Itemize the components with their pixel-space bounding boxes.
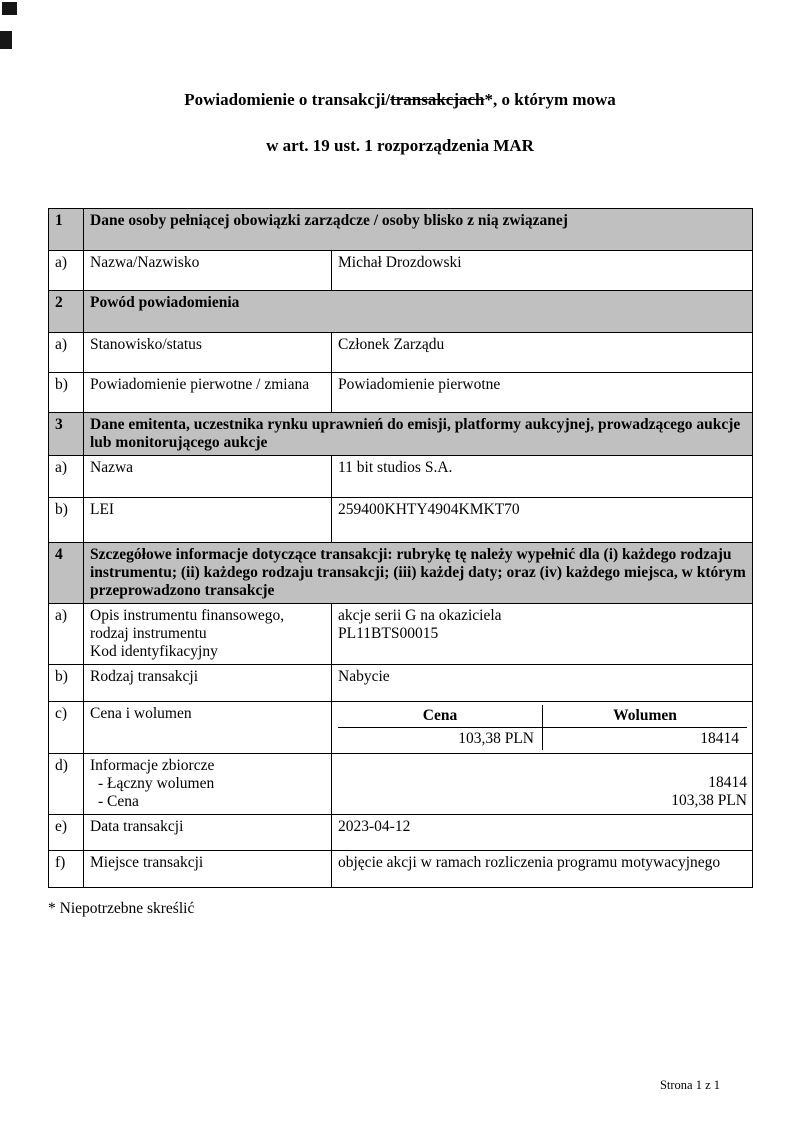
spacer <box>338 757 747 774</box>
section-number-cell: 3 <box>49 413 84 456</box>
section-heading-cell: Powód powiadomienia <box>84 291 753 333</box>
section-1-header <box>49 209 753 251</box>
volume-value: 18414 <box>700 729 739 747</box>
label-cell <box>84 754 332 815</box>
value-cell: 2023-04-12 <box>332 815 753 851</box>
row-number-cell: a) <box>49 455 84 497</box>
table-row <box>49 497 753 542</box>
title-line-1 <box>0 90 800 110</box>
title-struck-text: transakcjach <box>390 90 485 109</box>
section-4-header <box>49 542 753 603</box>
section-heading-cell: Dane emitenta, uczestnika rynku uprawnień do emisji, platformy aukcyjnej, prowadzącego aukcje lub monitorującego aukcje <box>84 413 753 456</box>
page-number: Strona 1 z 1 <box>659 1078 720 1092</box>
label-line: Kod identyfikacyjny <box>90 642 218 660</box>
row-number-cell: b) <box>49 373 84 413</box>
label-cell <box>84 603 332 664</box>
title-line-2: w art. 19 ust. 1 rozporządzenia MAR <box>266 136 534 156</box>
title-part-post: *, o którym mowa <box>484 90 616 109</box>
table-row <box>49 251 753 291</box>
table-row <box>49 701 753 753</box>
value-cell: Powiadomienie pierwotne <box>332 373 753 413</box>
label-cell: Powiadomienie pierwotne / zmiana <box>84 373 332 413</box>
value-cell: 259400KHTY4904KMKT70 <box>332 497 753 542</box>
value-line: akcje serii G na okaziciela <box>338 606 502 624</box>
label-cell: Rodzaj transakcji <box>84 664 332 701</box>
row-number-cell: a) <box>49 251 84 291</box>
row-number-cell: e) <box>49 815 84 851</box>
label-cell: Nazwa <box>84 455 332 497</box>
notification-table <box>48 208 753 888</box>
label-line: Informacje zbiorcze <box>90 757 215 775</box>
value-cell <box>332 754 753 815</box>
table-row <box>49 664 753 701</box>
label-cell: Cena i wolumen <box>84 701 332 753</box>
row-number-cell: c) <box>49 701 84 753</box>
table-row <box>49 851 753 888</box>
row-number-cell: a) <box>49 603 84 664</box>
scan-artifact <box>0 31 12 49</box>
section-number-cell: 1 <box>49 209 84 251</box>
label-cell: LEI <box>84 497 332 542</box>
price-value: 103,38 PLN <box>338 727 543 750</box>
value-line: PL11BTS00015 <box>338 624 439 642</box>
section-heading-cell: Szczegółowe informacje dotyczące transakcji: rubrykę tę należy wypełnić dla (i) każdego rodzaju instrumentu; (ii) każdego rodzaju transakcji; (iii) każdej daty; oraz (iv) każdego miejsca, w którym przeprowadzono transakcje <box>84 542 753 603</box>
section-2-header <box>49 291 753 333</box>
value-cell: Michał Drozdowski <box>332 251 753 291</box>
value-cell: 11 bit studios S.A. <box>332 455 753 497</box>
title-part-pre: Powiadomienie o transakcji/ <box>184 90 391 109</box>
aggregate-price-value: 103,38 PLN <box>671 792 747 810</box>
row-number-cell: f) <box>49 851 84 888</box>
scan-artifact <box>2 2 17 15</box>
price-volume-subtable <box>338 705 747 750</box>
table-row <box>49 455 753 497</box>
row-number-cell: d) <box>49 754 84 815</box>
label-line: Opis instrumentu finansowego, <box>90 606 285 624</box>
footnote: * Niepotrzebne skreślić <box>48 900 195 917</box>
subtable-header-row <box>338 705 747 727</box>
value-cell: Nabycie <box>332 664 753 701</box>
section-number-cell: 4 <box>49 542 84 603</box>
table-row <box>49 603 753 664</box>
section-number-cell: 2 <box>49 291 84 333</box>
subtable-value-row <box>338 727 747 750</box>
value-cell <box>332 603 753 664</box>
label-sub-item: - Łączny wolumen <box>98 775 215 793</box>
row-number-cell: b) <box>49 664 84 701</box>
row-number-cell: b) <box>49 497 84 542</box>
table-row <box>49 815 753 851</box>
aggregate-volume-value: 18414 <box>708 774 747 792</box>
label-cell: Stanowisko/status <box>84 333 332 373</box>
label-cell: Miejsce transakcji <box>84 851 332 888</box>
label-cell: Data transakcji <box>84 815 332 851</box>
label-sub-item: - Cena <box>98 793 139 811</box>
row-number-cell: a) <box>49 333 84 373</box>
table-row <box>49 754 753 815</box>
price-column-header: Cena <box>338 705 543 727</box>
volume-column-header: Wolumen <box>543 705 748 727</box>
section-3-header <box>49 413 753 456</box>
table-row <box>49 333 753 373</box>
label-line: rodzaj instrumentu <box>90 624 207 642</box>
value-cell: objęcie akcji w ramach rozliczenia programu motywacyjnego <box>332 851 753 888</box>
value-cell: Członek Zarządu <box>332 333 753 373</box>
table-row <box>49 373 753 413</box>
price-volume-cell <box>332 701 753 753</box>
document-title <box>0 90 800 157</box>
section-heading-cell: Dane osoby pełniącej obowiązki zarządcze / osoby blisko z nią związanej <box>84 209 753 251</box>
label-cell: Nazwa/Nazwisko <box>84 251 332 291</box>
